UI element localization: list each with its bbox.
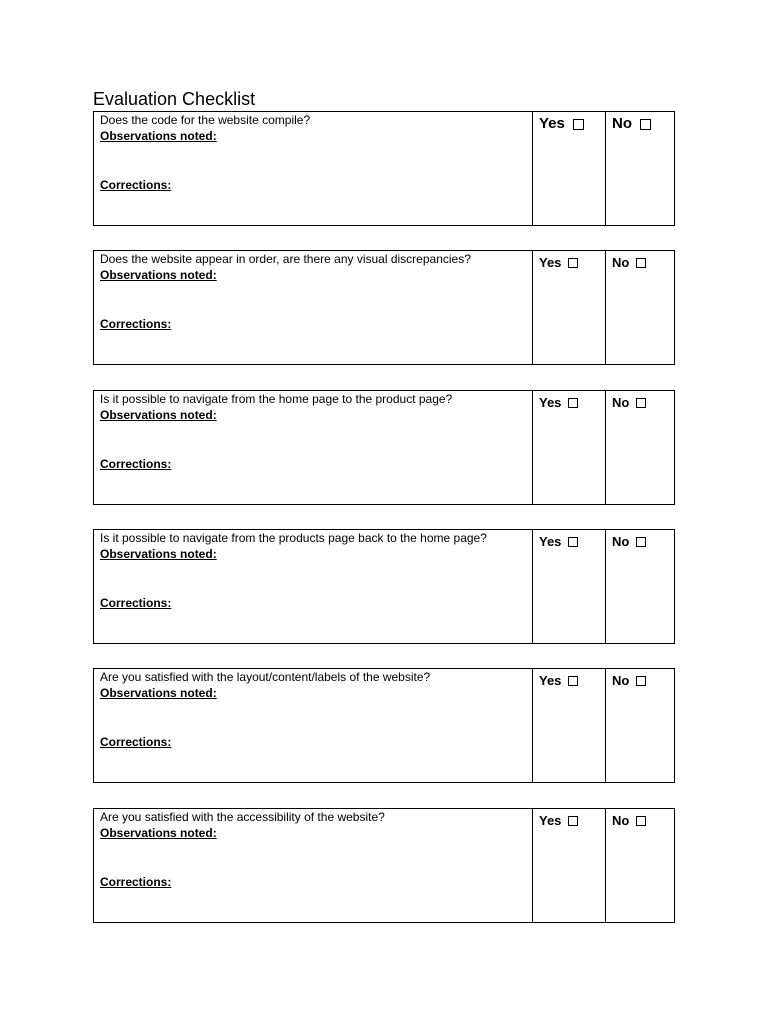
observations-label: Observations noted: <box>100 547 217 561</box>
no-cell <box>606 391 674 504</box>
no-option[interactable] <box>612 115 651 133</box>
question-text: Is it possible to navigate from the home page to the product page? <box>100 392 453 406</box>
corrections-label: Corrections: <box>100 317 172 331</box>
question-cell <box>94 112 533 225</box>
yes-label: Yes <box>539 115 565 132</box>
yes-label: Yes <box>539 534 562 549</box>
no-option[interactable] <box>612 813 646 829</box>
corrections-label: Corrections: <box>100 875 172 889</box>
observations-label: Observations noted: <box>100 826 217 840</box>
yes-option[interactable] <box>539 255 578 271</box>
yes-checkbox[interactable] <box>568 816 578 826</box>
question-cell <box>94 391 533 504</box>
no-checkbox[interactable] <box>640 119 651 130</box>
no-label: No <box>612 255 630 270</box>
no-option[interactable] <box>612 255 646 271</box>
yes-checkbox[interactable] <box>573 119 584 130</box>
observations-label: Observations noted: <box>100 268 217 282</box>
corrections-label: Corrections: <box>100 457 172 471</box>
yes-cell <box>533 809 606 922</box>
yes-label: Yes <box>539 255 562 270</box>
no-cell <box>606 669 674 782</box>
corrections-label: Corrections: <box>100 596 172 610</box>
yes-option[interactable] <box>539 813 578 829</box>
yes-checkbox[interactable] <box>568 398 578 408</box>
question-cell <box>94 251 533 364</box>
page-title: Evaluation Checklist <box>93 89 256 109</box>
yes-cell <box>533 669 606 782</box>
yes-cell <box>533 530 606 643</box>
no-label: No <box>612 813 630 828</box>
question-cell <box>94 530 533 643</box>
question-text: Are you satisfied with the layout/content/labels of the website? <box>100 670 431 684</box>
no-cell <box>606 112 674 225</box>
no-checkbox[interactable] <box>636 537 646 547</box>
checklist-item <box>93 250 675 365</box>
checklist-item <box>93 390 675 505</box>
question-text: Is it possible to navigate from the products page back to the home page? <box>100 531 487 545</box>
no-option[interactable] <box>612 534 646 550</box>
question-text: Does the code for the website compile? <box>100 113 311 127</box>
no-checkbox[interactable] <box>636 676 646 686</box>
checklist-item <box>93 529 675 644</box>
no-option[interactable] <box>612 673 646 689</box>
yes-option[interactable] <box>539 534 578 550</box>
yes-option[interactable] <box>539 115 584 133</box>
no-label: No <box>612 395 630 410</box>
yes-cell <box>533 391 606 504</box>
observations-label: Observations noted: <box>100 129 217 143</box>
yes-label: Yes <box>539 813 562 828</box>
question-text: Are you satisfied with the accessibility of the website? <box>100 810 385 824</box>
question-text: Does the website appear in order, are there any visual discrepancies? <box>100 252 471 266</box>
no-label: No <box>612 115 632 132</box>
checklist-item <box>93 808 675 923</box>
yes-cell <box>533 112 606 225</box>
yes-checkbox[interactable] <box>568 676 578 686</box>
no-label: No <box>612 673 630 688</box>
yes-label: Yes <box>539 673 562 688</box>
no-cell <box>606 809 674 922</box>
no-checkbox[interactable] <box>636 258 646 268</box>
no-option[interactable] <box>612 395 646 411</box>
observations-label: Observations noted: <box>100 686 217 700</box>
question-cell <box>94 669 533 782</box>
no-cell <box>606 251 674 364</box>
no-checkbox[interactable] <box>636 398 646 408</box>
yes-cell <box>533 251 606 364</box>
yes-label: Yes <box>539 395 562 410</box>
no-checkbox[interactable] <box>636 816 646 826</box>
checklist-item <box>93 111 675 226</box>
checklist-item <box>93 668 675 783</box>
corrections-label: Corrections: <box>100 178 172 192</box>
yes-checkbox[interactable] <box>568 258 578 268</box>
yes-option[interactable] <box>539 395 578 411</box>
observations-label: Observations noted: <box>100 408 217 422</box>
yes-option[interactable] <box>539 673 578 689</box>
no-cell <box>606 530 674 643</box>
corrections-label: Corrections: <box>100 735 172 749</box>
yes-checkbox[interactable] <box>568 537 578 547</box>
question-cell <box>94 809 533 922</box>
no-label: No <box>612 534 630 549</box>
